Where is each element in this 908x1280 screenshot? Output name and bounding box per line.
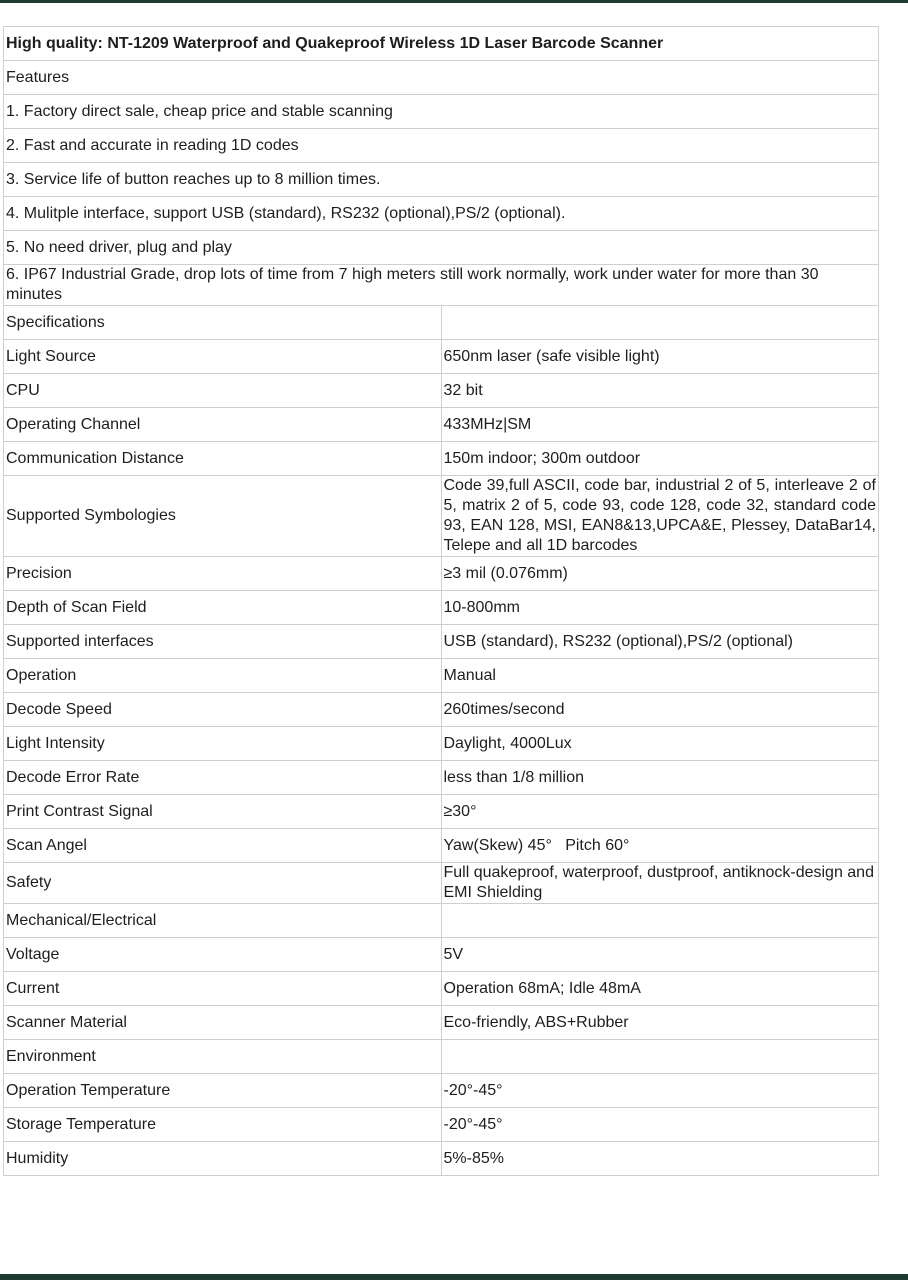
spec-row — [4, 625, 879, 659]
empty-cell — [441, 1040, 879, 1074]
feature-row — [4, 129, 879, 163]
spec-value: Operation 68mA; Idle 48mA — [441, 972, 879, 1006]
spec-row — [4, 972, 879, 1006]
spec-row — [4, 727, 879, 761]
spec-label: Light Source — [4, 340, 442, 374]
spec-label: Safety — [4, 863, 442, 904]
spec-label: CPU — [4, 374, 442, 408]
spec-value: ≥3 mil (0.076mm) — [441, 557, 879, 591]
feature-item: 2. Fast and accurate in reading 1D codes — [4, 129, 879, 163]
features-heading-row — [4, 61, 879, 95]
spec-row — [4, 1074, 879, 1108]
spec-value: 650nm laser (safe visible light) — [441, 340, 879, 374]
mechanical-heading: Mechanical/Electrical — [4, 904, 442, 938]
features-heading: Features — [4, 61, 879, 95]
spec-row — [4, 442, 879, 476]
spec-label: Light Intensity — [4, 727, 442, 761]
spec-label: Humidity — [4, 1142, 442, 1176]
environment-heading-row — [4, 1040, 879, 1074]
spec-value: 5%-85% — [441, 1142, 879, 1176]
spec-value: -20°-45° — [441, 1108, 879, 1142]
spec-label: Scan Angel — [4, 829, 442, 863]
spec-label: Operating Channel — [4, 408, 442, 442]
spec-label: Communication Distance — [4, 442, 442, 476]
spec-row — [4, 374, 879, 408]
spec-row — [4, 1006, 879, 1040]
spec-row — [4, 591, 879, 625]
feature-row — [4, 163, 879, 197]
spec-label: Depth of Scan Field — [4, 591, 442, 625]
feature-item: 1. Factory direct sale, cheap price and stable scanning — [4, 95, 879, 129]
spec-value: Yaw(Skew) 45° Pitch 60° — [441, 829, 879, 863]
spec-value: -20°-45° — [441, 1074, 879, 1108]
spec-row — [4, 340, 879, 374]
title-row — [4, 27, 879, 61]
spec-value: 5V — [441, 938, 879, 972]
spec-value: less than 1/8 million — [441, 761, 879, 795]
spec-label: Supported Symbologies — [4, 476, 442, 557]
spec-value: ≥30° — [441, 795, 879, 829]
feature-item: 4. Mulitple interface, support USB (standard), RS232 (optional),PS/2 (optional). — [4, 197, 879, 231]
feature-item: 6. IP67 Industrial Grade, drop lots of time from 7 high meters still work normally, work under water for more than 30 minutes — [4, 265, 879, 306]
environment-heading: Environment — [4, 1040, 442, 1074]
spec-row — [4, 795, 879, 829]
spec-value: 433MHz|SM — [441, 408, 879, 442]
spec-row — [4, 938, 879, 972]
product-title: High quality: NT-1209 Waterproof and Quakeproof Wireless 1D Laser Barcode Scanner — [4, 27, 879, 61]
feature-item: 3. Service life of button reaches up to 8 million times. — [4, 163, 879, 197]
spec-row — [4, 557, 879, 591]
spec-label: Precision — [4, 557, 442, 591]
spec-label: Current — [4, 972, 442, 1006]
bottom-frame-bar — [0, 1274, 908, 1280]
spec-row — [4, 659, 879, 693]
spec-sheet — [3, 26, 879, 1176]
spec-value: Full quakeproof, waterproof, dustproof, antiknock-design and EMI Shielding — [441, 863, 879, 904]
feature-row — [4, 231, 879, 265]
specifications-heading-row — [4, 306, 879, 340]
spec-value: Eco-friendly, ABS+Rubber — [441, 1006, 879, 1040]
spec-row — [4, 829, 879, 863]
spec-label: Supported interfaces — [4, 625, 442, 659]
spec-table — [3, 26, 879, 1176]
mechanical-heading-row — [4, 904, 879, 938]
spec-row — [4, 1108, 879, 1142]
spec-label: Decode Speed — [4, 693, 442, 727]
spec-label: Print Contrast Signal — [4, 795, 442, 829]
spec-value: 260times/second — [441, 693, 879, 727]
empty-cell — [441, 904, 879, 938]
spec-row — [4, 476, 879, 557]
spec-label: Decode Error Rate — [4, 761, 442, 795]
feature-item: 5. No need driver, plug and play — [4, 231, 879, 265]
spec-label: Storage Temperature — [4, 1108, 442, 1142]
spec-label: Voltage — [4, 938, 442, 972]
spec-value: Code 39,full ASCII, code bar, industrial 2 of 5, interleave 2 of 5, matrix 2 of 5, code 93, code 128, code 32, standard code 93, EAN 128, MSI, EAN8&13,UPCA&E, Plessey, DataBar14, Telepe and all 1D barcodes — [441, 476, 879, 557]
spec-value: 32 bit — [441, 374, 879, 408]
spec-row — [4, 1142, 879, 1176]
empty-cell — [441, 306, 879, 340]
specifications-heading: Specifications — [4, 306, 442, 340]
spec-label: Operation Temperature — [4, 1074, 442, 1108]
spec-row — [4, 693, 879, 727]
feature-row — [4, 265, 879, 306]
spec-value: 10-800mm — [441, 591, 879, 625]
feature-row — [4, 95, 879, 129]
spec-row — [4, 408, 879, 442]
spec-value: Manual — [441, 659, 879, 693]
spec-value: Daylight, 4000Lux — [441, 727, 879, 761]
feature-row — [4, 197, 879, 231]
spec-value: USB (standard), RS232 (optional),PS/2 (optional) — [441, 625, 879, 659]
spec-row — [4, 863, 879, 904]
top-frame-bar — [0, 0, 908, 3]
spec-label: Scanner Material — [4, 1006, 442, 1040]
spec-label: Operation — [4, 659, 442, 693]
spec-row — [4, 761, 879, 795]
spec-value: 150m indoor; 300m outdoor — [441, 442, 879, 476]
